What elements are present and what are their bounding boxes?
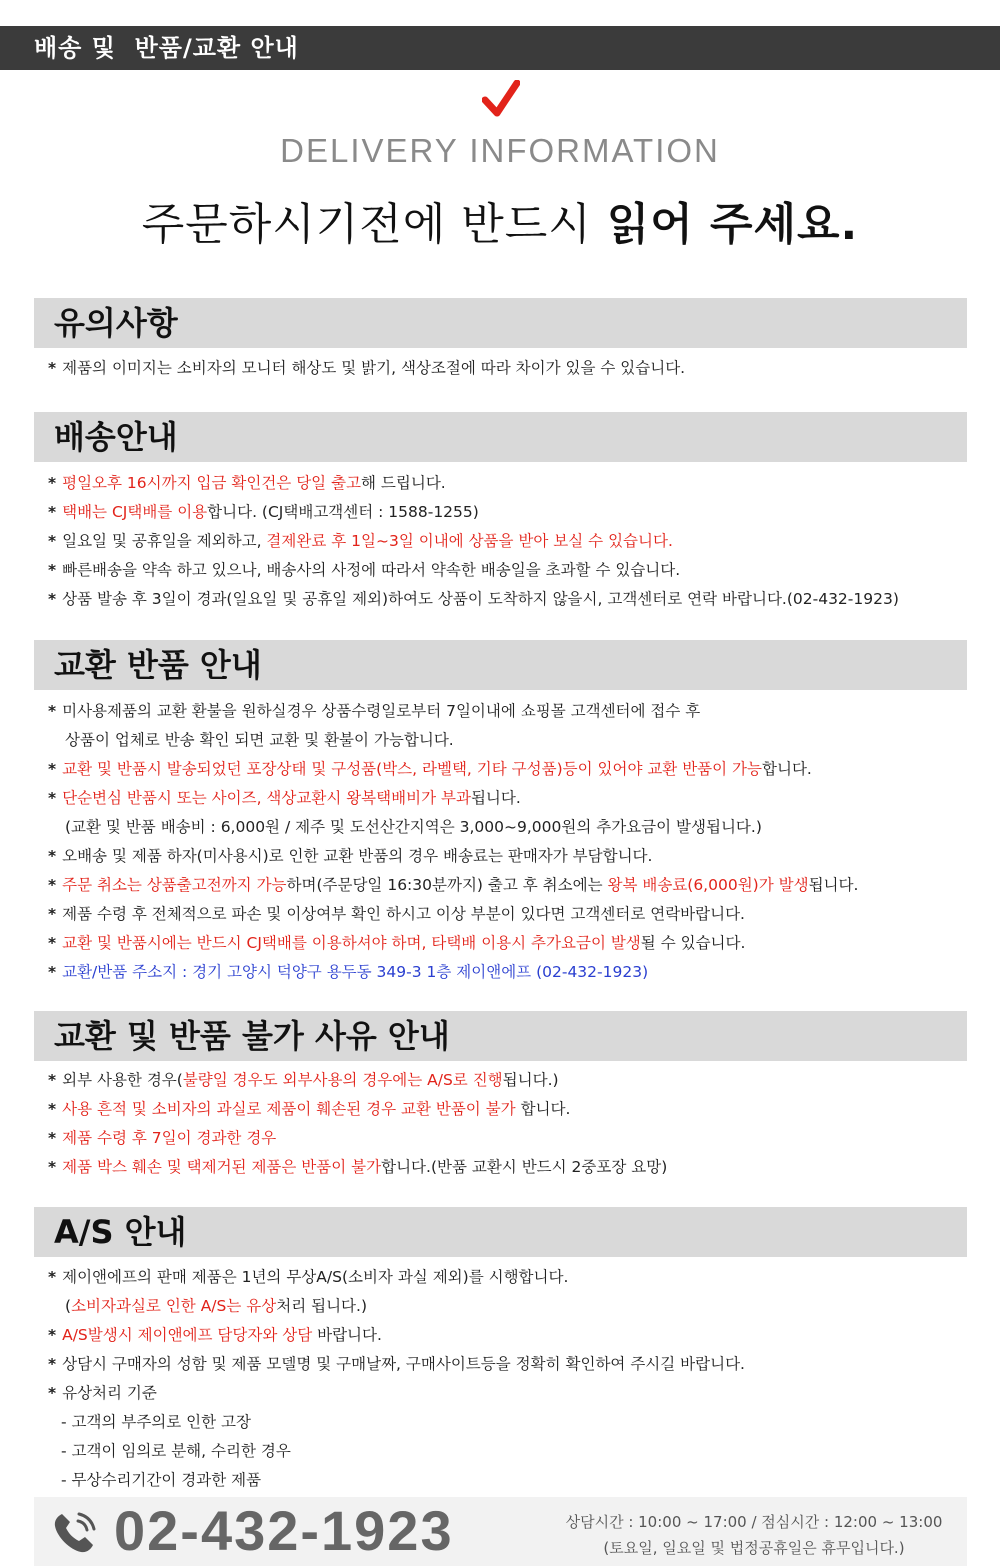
list-item [48,726,978,755]
list-item [48,1263,978,1292]
list-item [48,842,978,871]
list-item [48,1408,978,1437]
impossible-list [48,1066,978,1182]
line-text: - 무상수리기간이 경과한 제품 [61,1471,262,1489]
line-text: 상품 발송 후 3일이 경과(일요일 및 공휴일 제외)하여도 상품이 도착하지 않을시, 고객센터로 연락 바랍니다.(02-432-1923) [62,590,899,608]
section-heading-exchange: 교환 반품 안내 [34,640,967,690]
line-text: 사용 흔적 및 소비자의 과실로 제품이 훼손된 경우 교환 반품이 불가 [62,1100,516,1118]
line-text: 주문 취소는 상품출고전까지 가능 [62,876,287,894]
line-text: 단순변심 반품시 또는 사이즈, 색상교환시 왕복택배비가 부과 [62,789,471,807]
contact-footer [34,1497,967,1566]
line-text: 합니다. (CJ택배고객센터 : 1588-1255) [207,503,479,521]
header-bar: 배송 및 반품/교환 안내 [0,26,1000,70]
list-item [48,697,978,726]
line-text: - 고객의 부주의로 인한 고장 [61,1413,252,1431]
list-item [48,900,978,929]
line-text: 제품 수령 후 7일이 경과한 경우 [62,1129,277,1147]
bullet-marker: * [48,1384,57,1402]
bullet-marker: * [48,474,57,492]
line-text: 교환/반품 주소지 : 경기 고양시 덕양구 용두동 349-3 1층 제이앤에프 (02-432-1923) [62,963,649,981]
bullet-marker: * [48,1129,57,1147]
line-text: - 고객이 임의로 분해, 수리한 경우 [61,1442,291,1460]
list-item [48,1124,978,1153]
phone-number[interactable]: 02-432-1923 [114,1499,454,1562]
list-item [48,1466,978,1495]
list-item [48,498,978,527]
list-item [48,1379,978,1408]
bullet-marker: * [48,702,57,720]
list-item [48,813,978,842]
line-text: 외부 사용한 경우( [62,1071,183,1089]
list-item [48,527,978,556]
section-heading-as: A/S 안내 [34,1207,967,1257]
list-item [48,354,978,383]
line-text: 하며(주문당일 16:30분까지) 출고 후 취소에는 [286,876,608,894]
line-text: 빠른배송을 약속 하고 있으나, 배송사의 사정에 따라서 약속한 배송일을 초과할 수 있습니다. [62,561,681,579]
bullet-marker: * [48,1100,57,1118]
bullet-marker: * [48,1268,57,1286]
line-text: 결제완료 후 1일~3일 이내에 상품을 받아 보실 수 있습니다. [266,532,673,550]
line-text: 교환 및 반품시에는 반드시 CJ택배를 이용하셔야 하며, 타택배 이용시 추가요금이 발생 [62,934,641,952]
line-text: 해 드립니다. [361,474,446,492]
line-text: 택배는 CJ택배를 이용 [62,503,208,521]
line-text: 일요일 및 공휴일을 제외하고, [62,532,267,550]
list-item [48,1153,978,1182]
korean-title-normal: 주문하시기전에 반드시 [141,199,607,250]
bullet-marker: * [48,789,57,807]
bullet-marker: * [48,532,57,550]
bullet-marker: * [48,359,57,377]
as-list [48,1263,978,1495]
list-item [48,871,978,900]
line-text: 유상처리 기준 [62,1384,157,1402]
section-heading-impossible: 교환 및 반품 불가 사유 안내 [34,1011,967,1061]
list-item [48,1437,978,1466]
line-text: 될 수 있습니다. [640,934,746,952]
bullet-marker: * [48,876,57,894]
line-text: 제품의 이미지는 소비자의 모니터 해상도 및 밝기, 색상조절에 따라 차이가 있을 수 있습니다. [62,359,686,377]
line-text: 됩니다.) [502,1071,559,1089]
bullet-marker: * [48,503,57,521]
holiday-notice: (토요일, 일요일 및 법정공휴일은 휴무입니다.) [603,1539,905,1557]
list-item [48,1292,978,1321]
bullet-marker: * [48,760,57,778]
line-text: 제품 수령 후 전체적으로 파손 및 이상여부 확인 하시고 이상 부분이 있다면 고객센터로 연락바랍니다. [62,905,745,923]
list-item [48,958,978,987]
bullet-marker: * [48,1355,57,1373]
phone-icon [50,1509,98,1557]
notice-list [48,354,978,383]
business-hours [554,1509,954,1561]
list-item [48,1350,978,1379]
bullet-marker: * [48,1071,57,1089]
line-text: 미사용제품의 교환 환불을 원하실경우 상품수령일로부터 7일이내에 쇼핑몰 고객센터에 접수 후 [62,702,701,720]
line-text: A/S발생시 제이앤에프 담당자와 상담 [62,1326,313,1344]
bullet-marker: * [48,561,57,579]
line-text: 교환 및 반품시 발송되었던 포장상태 및 구성품(박스, 라벨택, 기타 구성품)등이 있어야 교환 반품이 가능 [62,760,763,778]
line-text: 상품이 업체로 반송 확인 되면 교환 및 환불이 가능합니다. [65,731,454,749]
list-item [48,1321,978,1350]
section-heading-delivery: 배송안내 [34,412,967,462]
line-text: 합니다. [762,760,812,778]
exchange-list [48,697,978,987]
list-item [48,585,978,614]
list-item [48,784,978,813]
list-item [48,1066,978,1095]
line-text: 오배송 및 제품 하자(미사용시)로 인한 교환 반품의 경우 배송료는 판매자가 부담합니다. [62,847,653,865]
bullet-marker: * [48,905,57,923]
list-item [48,1095,978,1124]
line-text: 됩니다. [808,876,859,894]
line-text: 합니다.(반품 교환시 반드시 2중포장 요망) [381,1158,668,1176]
line-text: 제이앤에프의 판매 제품은 1년의 무상A/S(소비자 과실 제외)를 시행합니다. [62,1268,569,1286]
line-text: 바랍니다. [312,1326,382,1344]
business-hours-text: 상담시간 : 10:00 ~ 17:00 / 점심시간 : 12:00 ~ 13:00 [565,1513,943,1531]
bullet-marker: * [48,847,57,865]
list-item [48,556,978,585]
line-text: (교환 및 반품 배송비 : 6,000원 / 제주 및 도선산간지역은 3,000~9,000원의 추가요금이 발생됩니다.) [65,818,762,836]
line-text: 제품 박스 훼손 및 택제거된 제품은 반품이 불가 [62,1158,382,1176]
checkmark-icon [482,80,520,120]
bullet-marker: * [48,1326,57,1344]
line-text: 평일오후 16시까지 입금 확인건은 당일 출고 [62,474,362,492]
delivery-list [48,469,978,614]
section-heading-notice: 유의사항 [34,298,967,348]
korean-title [0,188,1000,252]
list-item [48,755,978,784]
list-item [48,929,978,958]
line-text: 합니다. [515,1100,571,1118]
bullet-marker: * [48,1158,57,1176]
line-text: 됩니다. [470,789,521,807]
line-text: 상담시 구매자의 성함 및 제품 모델명 및 구매날짜, 구매사이트등을 정확히 확인하여 주시길 바랍니다. [62,1355,745,1373]
list-item [48,469,978,498]
line-text: 소비자과실로 인한 A/S는 유상 [71,1297,277,1315]
bullet-marker: * [48,963,57,981]
korean-title-bold: 읽어 주세요. [606,199,859,250]
line-text: 불량일 경우도 외부사용의 경우에는 A/S로 진행 [182,1071,503,1089]
english-title: DELIVERY INFORMATION [280,132,720,169]
bullet-marker: * [48,934,57,952]
bullet-marker: * [48,590,57,608]
line-text: 처리 됩니다.) [276,1297,367,1315]
line-text: 왕복 배송료(6,000원)가 발생 [607,876,809,894]
line-text: ( [65,1297,72,1315]
